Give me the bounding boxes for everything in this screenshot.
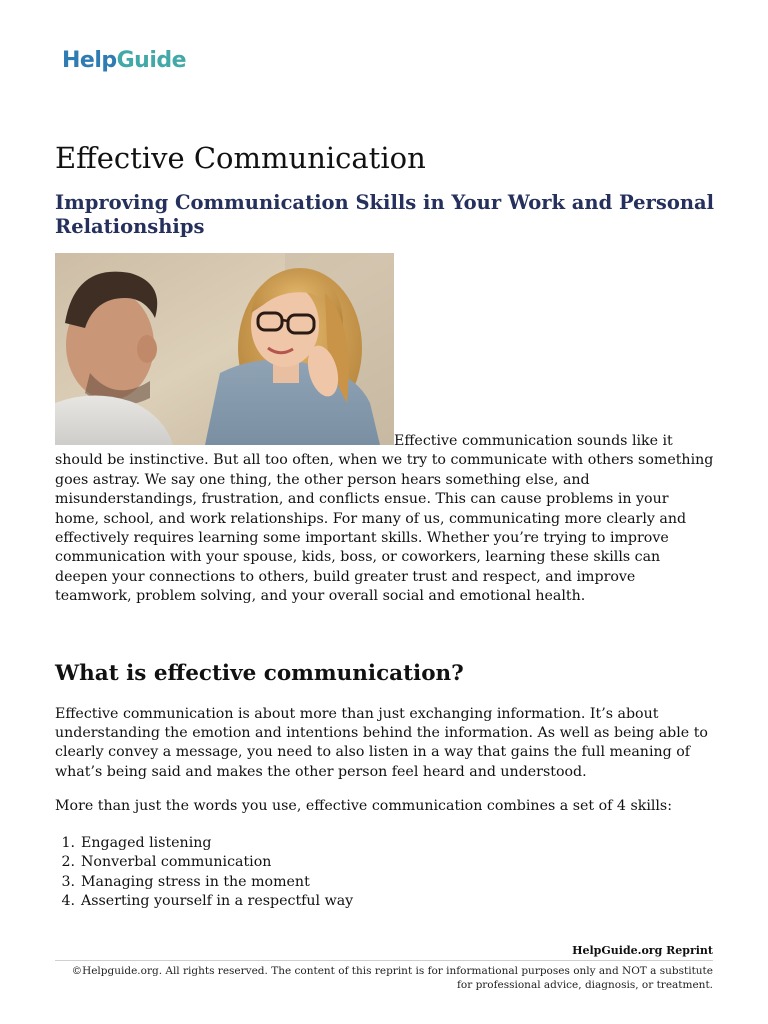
list-item-number: 2. xyxy=(61,854,75,871)
list-item-number: 3. xyxy=(61,873,75,890)
logo-part-guide: Guide xyxy=(116,48,187,73)
footer-title: HelpGuide.org Reprint xyxy=(55,944,713,961)
intro-text: Effective communication sounds like it should be instinctive. But all too often, when we try to communicate with others something goes astray. We say one thing, the other person hears something else, and misunderstandings, frustration, and conflicts ensue. This can cause problems in your home, school, and work relationships. For many of us, communicating more clearly and effectively requires learning some important skills. Whether you’re trying to improve communication with your spouse, kids, boss, or coworkers, learning these skills can deepen your connections to others, build greater trust and respect, and improve teamwork, problem solving, and your overall social and emotional health. xyxy=(55,433,714,605)
page-subtitle: Improving Communication Skills in Your Work and Personal Relationships xyxy=(55,191,715,238)
section-heading: What is effective communication? xyxy=(55,660,464,686)
list-item-text: Engaged listening xyxy=(81,834,212,851)
page-title: Effective Communication xyxy=(55,141,426,175)
list-item-text: Asserting yourself in a respectful way xyxy=(81,892,354,909)
list-item-number: 1. xyxy=(61,834,75,851)
article-content xyxy=(55,138,715,911)
skills-list xyxy=(55,834,715,912)
list-item-text: Nonverbal communication xyxy=(81,854,272,871)
footer-disclaimer: ©Helpguide.org. All rights reserved. The content of this reprint is for informational purposes only and NOT a substitute for professional advice, diagnosis, or treatment. xyxy=(71,965,713,991)
section-paragraph-2: More than just the words you use, effective communication combines a set of 4 skills: xyxy=(55,798,672,815)
list-item-text: Managing stress in the moment xyxy=(81,873,310,890)
couple-talking-photo xyxy=(55,253,394,445)
list-item xyxy=(55,892,715,911)
list-item xyxy=(55,853,715,872)
section-paragraph-1: Effective communication is about more than just exchanging information. It’s about understanding the emotion and intentions behind the information. As well as being able to clearly convey a message, you need to also listen in a way that gains the full meaning of what’s being said and makes the other person feel heard and understood. xyxy=(55,705,708,780)
helpguide-logo[interactable] xyxy=(62,48,186,73)
list-item xyxy=(55,834,715,853)
logo-part-help: Help xyxy=(62,48,117,73)
list-item-number: 4. xyxy=(61,892,75,909)
page-footer xyxy=(55,944,713,992)
list-item xyxy=(55,873,715,892)
intro-paragraph xyxy=(55,253,715,607)
